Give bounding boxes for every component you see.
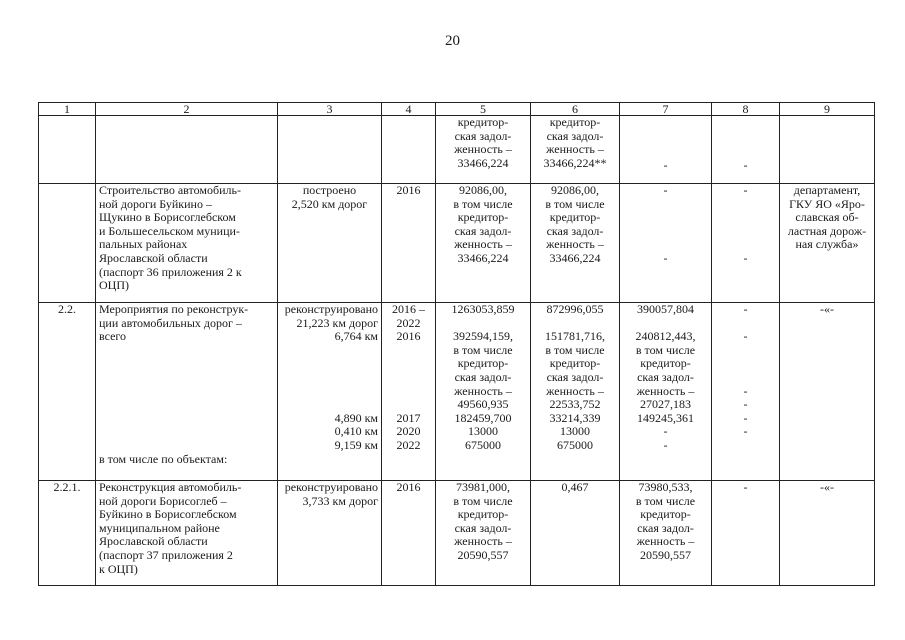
table-cell xyxy=(382,303,436,481)
column-header: 2 xyxy=(96,103,278,116)
column-header: 7 xyxy=(620,103,712,116)
table-row xyxy=(39,184,875,303)
table-cell xyxy=(436,184,531,303)
cell-text: в том числе по объектам: xyxy=(99,451,228,466)
table-cell xyxy=(780,184,875,303)
cell-text: - xyxy=(663,250,668,265)
cell-text: реконструировано 3,733 км дорог xyxy=(284,480,378,508)
table-cell xyxy=(278,184,382,303)
cell-text: - xyxy=(743,480,748,494)
cell-text: 151781,716, в том числе кредитор- ская задол- женность – 22533,752 xyxy=(545,329,605,412)
table-cell xyxy=(436,116,531,184)
table-cell xyxy=(96,116,278,184)
header-row xyxy=(39,103,875,116)
table-cell xyxy=(96,303,278,481)
row-number: 2.2. xyxy=(58,302,76,316)
cell-text: 1263053,859 xyxy=(451,302,515,316)
cell-text: 392594,159, в том числе кредитор- ская задол- женность – 49560,935 xyxy=(453,329,513,412)
table-cell xyxy=(620,481,712,586)
cell-text: - xyxy=(743,329,748,344)
table-cell xyxy=(278,481,382,586)
table-cell xyxy=(531,481,620,586)
table-cell xyxy=(531,116,620,184)
cell-text: - xyxy=(743,158,748,172)
cell-text: Мероприятия по реконструк- ции автомобильных дорог – всего xyxy=(99,302,249,344)
cell-text: кредитор- ская задол- женность – 33466,224** xyxy=(543,115,607,170)
column-header: 1 xyxy=(39,103,96,116)
table-cell xyxy=(382,184,436,303)
cell-text: 390057,804 xyxy=(637,302,694,316)
table-row xyxy=(39,303,875,481)
cell-text: - xyxy=(743,250,748,265)
cell-text: 33214,339 13000 675000 xyxy=(549,410,601,452)
table-cell xyxy=(436,481,531,586)
cell-text: - xyxy=(743,183,748,197)
cell-text: 2016 – 2022 xyxy=(392,302,425,330)
cell-text: департамент, ГКУ ЯО «Яро- славская об- ластная дорож- ная служба» xyxy=(787,183,867,252)
table-cell xyxy=(382,116,436,184)
cell-text: - xyxy=(663,158,668,172)
column-header: 8 xyxy=(712,103,780,116)
table-cell xyxy=(712,481,780,586)
cell-text: 240812,443, в том числе кредитор- ская задол- женность – 27027,183 xyxy=(635,329,696,412)
cell-text: 92086,00, в том числе кредитор- ская задол- женность – 33466,224 xyxy=(545,183,605,265)
table-cell xyxy=(780,303,875,481)
column-header: 4 xyxy=(382,103,436,116)
cell-text: 4,890 км 0,410 км 9,159 км xyxy=(334,410,378,452)
cell-text: Реконструкция автомобиль- ной дороги Борисоглеб – Буйкино в Борисоглебском муниципальном районе Ярославской области (паспорт 37 приложения 2 к ОЦП) xyxy=(99,480,242,576)
table-cell xyxy=(620,303,712,481)
cell-text: -«- xyxy=(820,480,834,494)
cell-text: 92086,00, в том числе кредитор- ская задол- женность – 33466,224 xyxy=(453,183,513,265)
table-cell xyxy=(780,116,875,184)
cell-text: 2016 xyxy=(396,329,421,344)
cell-text: реконструировано 21,223 км дорог 6,764 км xyxy=(284,302,378,344)
cell-text: - xyxy=(743,302,748,316)
table-cell xyxy=(39,481,96,586)
table-cell xyxy=(780,481,875,586)
table-cell xyxy=(278,116,382,184)
table-cell xyxy=(712,303,780,481)
page-number: 20 xyxy=(445,33,460,49)
cell-text: 149245,361 - - xyxy=(637,410,694,452)
table-row xyxy=(39,116,875,184)
table-cell xyxy=(96,481,278,586)
cell-text: 2017 2020 2022 xyxy=(396,410,421,452)
table-cell xyxy=(620,116,712,184)
cell-text: 182459,700 13000 675000 xyxy=(454,410,512,452)
cell-text: Строительство автомобиль- ной дороги Буйкино – Щукино в Борисоглебском и Большесельском муници- пальных районах Ярославской области (паспорт 36 приложения 2 к ОЦП) xyxy=(99,183,242,293)
cell-text: 73981,000, в том числе кредитор- ская задол- женность – 20590,557 xyxy=(453,480,513,562)
cell-text: 872996,055 xyxy=(546,302,604,316)
table-cell xyxy=(531,303,620,481)
cell-text: 73980,533, в том числе кредитор- ская задол- женность – 20590,557 xyxy=(635,480,696,562)
program-table xyxy=(38,102,875,586)
table-row xyxy=(39,481,875,586)
cell-text: 2016 xyxy=(396,480,421,494)
row-number: 2.2.1. xyxy=(53,480,81,494)
cell-text: -«- xyxy=(820,302,834,316)
cell-text: - xyxy=(663,183,668,197)
cell-text: кредитор- ская задол- женность – 33466,224 xyxy=(454,115,512,170)
table-cell xyxy=(39,116,96,184)
column-header: 5 xyxy=(436,103,531,116)
column-header: 6 xyxy=(531,103,620,116)
cell-text: - - - - xyxy=(743,383,748,439)
table-cell xyxy=(712,184,780,303)
table-cell xyxy=(712,116,780,184)
table-cell xyxy=(278,303,382,481)
table-cell xyxy=(96,184,278,303)
table-cell xyxy=(436,303,531,481)
cell-text: 2016 xyxy=(396,183,421,197)
table-cell xyxy=(531,184,620,303)
column-header: 3 xyxy=(278,103,382,116)
cell-text: построено 2,520 км дорог xyxy=(291,183,368,211)
table-cell xyxy=(39,184,96,303)
column-header: 9 xyxy=(780,103,875,116)
cell-text: 0,467 xyxy=(561,480,589,494)
table-cell xyxy=(382,481,436,586)
table-cell xyxy=(39,303,96,481)
table-cell xyxy=(620,184,712,303)
